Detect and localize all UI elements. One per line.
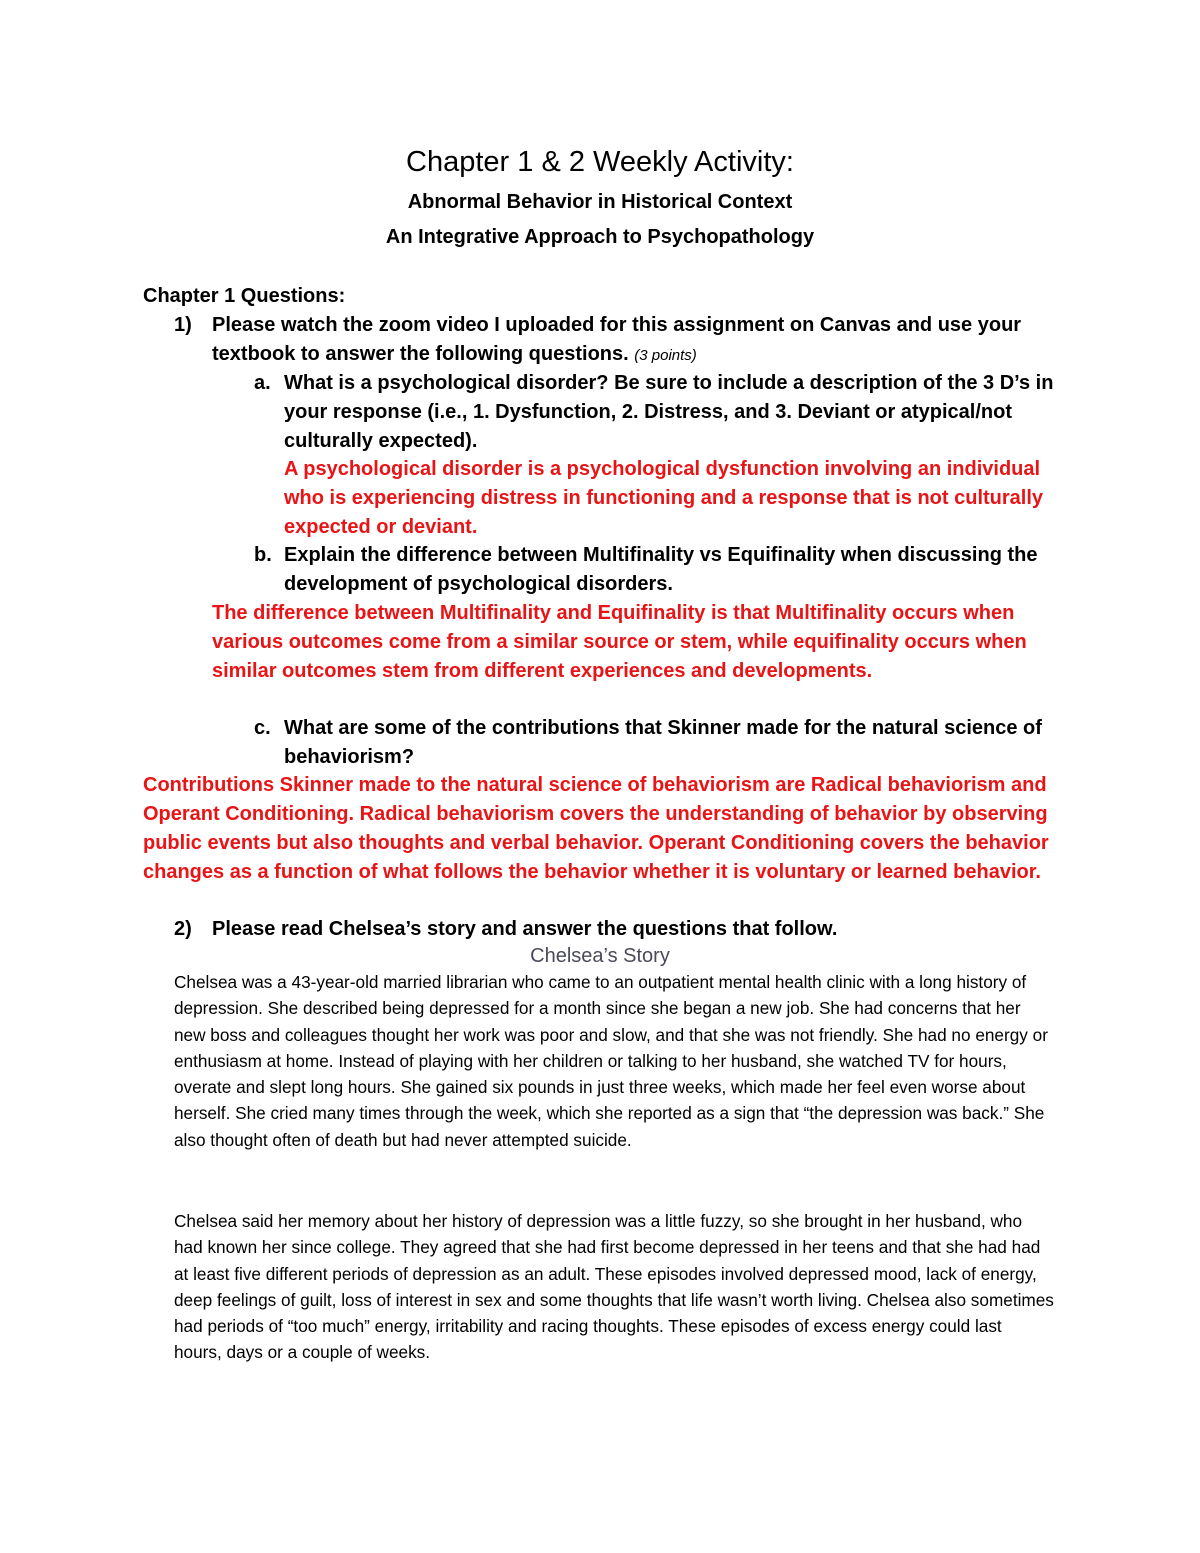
answer-c: Contributions Skinner made to the natural science of behaviorism are Radical behaviorism and Operant Conditioning. Radical behaviorism covers the understanding of behavior by observing public events but also thoughts and verbal behavior. Operant Conditioning covers the behavior changes as a function of what follows the behavior whether it is voluntary or learned behavior. bbox=[143, 774, 1049, 883]
subtitle-2: An Integrative Approach to Psychopathology bbox=[385, 226, 815, 248]
story-title: Chelsea’s Story bbox=[530, 945, 670, 967]
question-c-text: What are some of the contributions that Skinner made for the natural science of behaviorism? bbox=[284, 717, 1042, 768]
question-2-number: 2) bbox=[174, 918, 192, 940]
question-2-text: Please read Chelsea’s story and answer the questions that follow. bbox=[212, 918, 838, 940]
question-a-text: What is a psychological disorder? Be sure to include a description of the 3 D’s in your response (i.e., 1. Dysfunction, 2. Distress, and 3. Deviant or atypical/not culturally expected). bbox=[284, 372, 1054, 452]
question-a-marker: a. bbox=[254, 372, 271, 394]
question-b-marker: b. bbox=[254, 544, 272, 566]
subtitle-1: Abnormal Behavior in Historical Context bbox=[407, 191, 793, 213]
question-1-points: (3 points) bbox=[634, 347, 697, 364]
question-b-text: Explain the difference between Multifinality vs Equifinality when discussing the development of psychological disorders. bbox=[284, 544, 1038, 595]
answer-b: The difference between Multifinality and Equifinality is that Multifinality occurs when various outcomes come from a similar source or stem, while equifinality occurs when similar outcomes stem from different experiences and developments. bbox=[212, 602, 1027, 682]
story-paragraph-2: Chelsea said her memory about her history of depression was a little fuzzy, so she brought in her husband, who had known her since college. They agreed that she had first become depressed in her teens and that she had had at least five different periods of depression as an adult. These episodes involved depressed mood, lack of energy, deep feelings of guilt, loss of interest in sex and some thoughts that life wasn’t worth living. Chelsea also sometimes had periods of “too much” energy, irritability and racing thoughts. These episodes of excess energy could last hours, days or a couple of weeks. bbox=[174, 1211, 1054, 1363]
story-paragraph-1: Chelsea was a 43-year-old married librarian who came to an outpatient mental health clinic with a long history of depression. She described being depressed for a month since she began a new job. She had concerns that her new boss and colleagues thought her work was poor and slow, and that she was not friendly. She had no energy or enthusiasm at home. Instead of playing with her children or talking to her husband, she watched TV for hours, overate and slept long hours. She gained six pounds in just three weeks, which made her feel even worse about herself. She cried many times through the week, which she reported as a sign that “the depression was back.” She also thought often of death but had never attempted suicide. bbox=[174, 972, 1048, 1150]
question-c-marker: c. bbox=[254, 717, 271, 739]
page-title: Chapter 1 & 2 Weekly Activity: bbox=[406, 146, 794, 178]
question-1-text: Please watch the zoom video I uploaded for this assignment on Canvas and use your textbook to answer the following questions. bbox=[212, 314, 1022, 365]
question-1 bbox=[212, 311, 1062, 370]
answer-a: A psychological disorder is a psychological dysfunction involving an individual who is experiencing distress in functioning and a response that is not culturally expected or deviant. bbox=[284, 458, 1044, 538]
question-1-number: 1) bbox=[174, 314, 192, 336]
section-heading: Chapter 1 Questions: bbox=[143, 285, 346, 307]
